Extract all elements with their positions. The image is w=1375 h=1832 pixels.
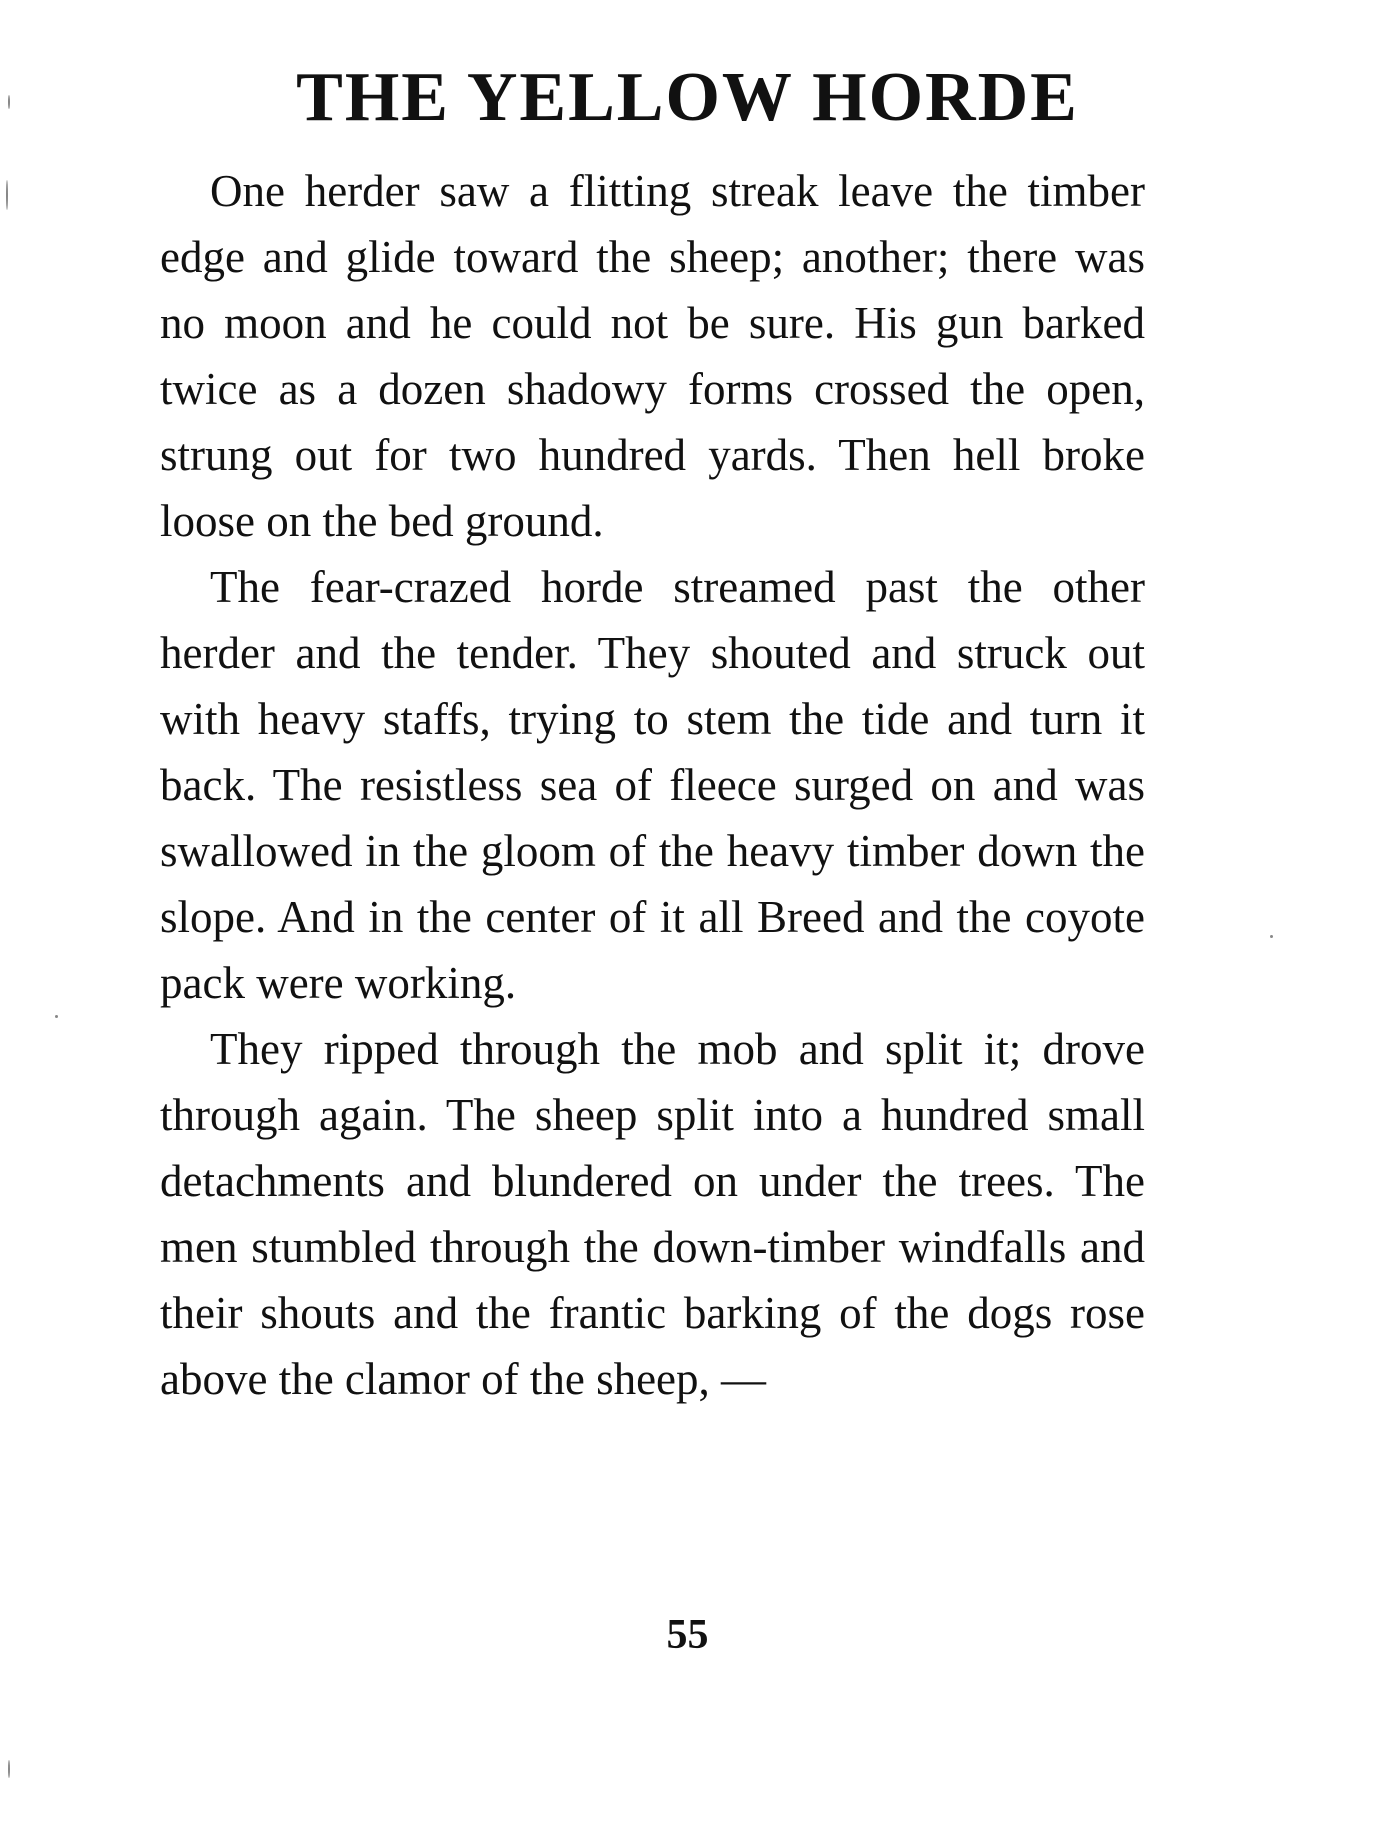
scan-speck xyxy=(8,95,10,109)
scan-speck xyxy=(55,1015,58,1018)
body-text xyxy=(160,158,1145,1412)
paragraph: They ripped through the mob and split it; drove through again. The sheep split into a hundred small detachments and blundered on under the trees. The men stumbled through the down-timber windfalls and their shouts and the frantic barking of the dogs rose above the clamor of the sheep, — xyxy=(160,1024,1145,1404)
scan-speck xyxy=(1270,935,1273,938)
page-number: 55 xyxy=(666,1612,709,1658)
scan-speck xyxy=(8,1760,10,1778)
paragraph: The fear-crazed horde streamed past the other herder and the tender. They shouted and struck out with heavy staffs, trying to stem the tide and turn it back. The resistless sea of fleece surged on and was swallowed in the gloom of the heavy timber down the slope. And in the center of it all Breed and the coyote pack were working. xyxy=(160,562,1145,1008)
paragraph: One herder saw a flitting streak leave the timber edge and glide toward the sheep; another; there was no moon and he could not be sure. His gun barked twice as a dozen shadowy forms crossed the open, strung out for two hundred yards. Then hell broke loose on the bed ground. xyxy=(160,166,1145,546)
scan-speck xyxy=(6,180,8,210)
running-head: THE YELLOW HORDE xyxy=(296,59,1079,136)
